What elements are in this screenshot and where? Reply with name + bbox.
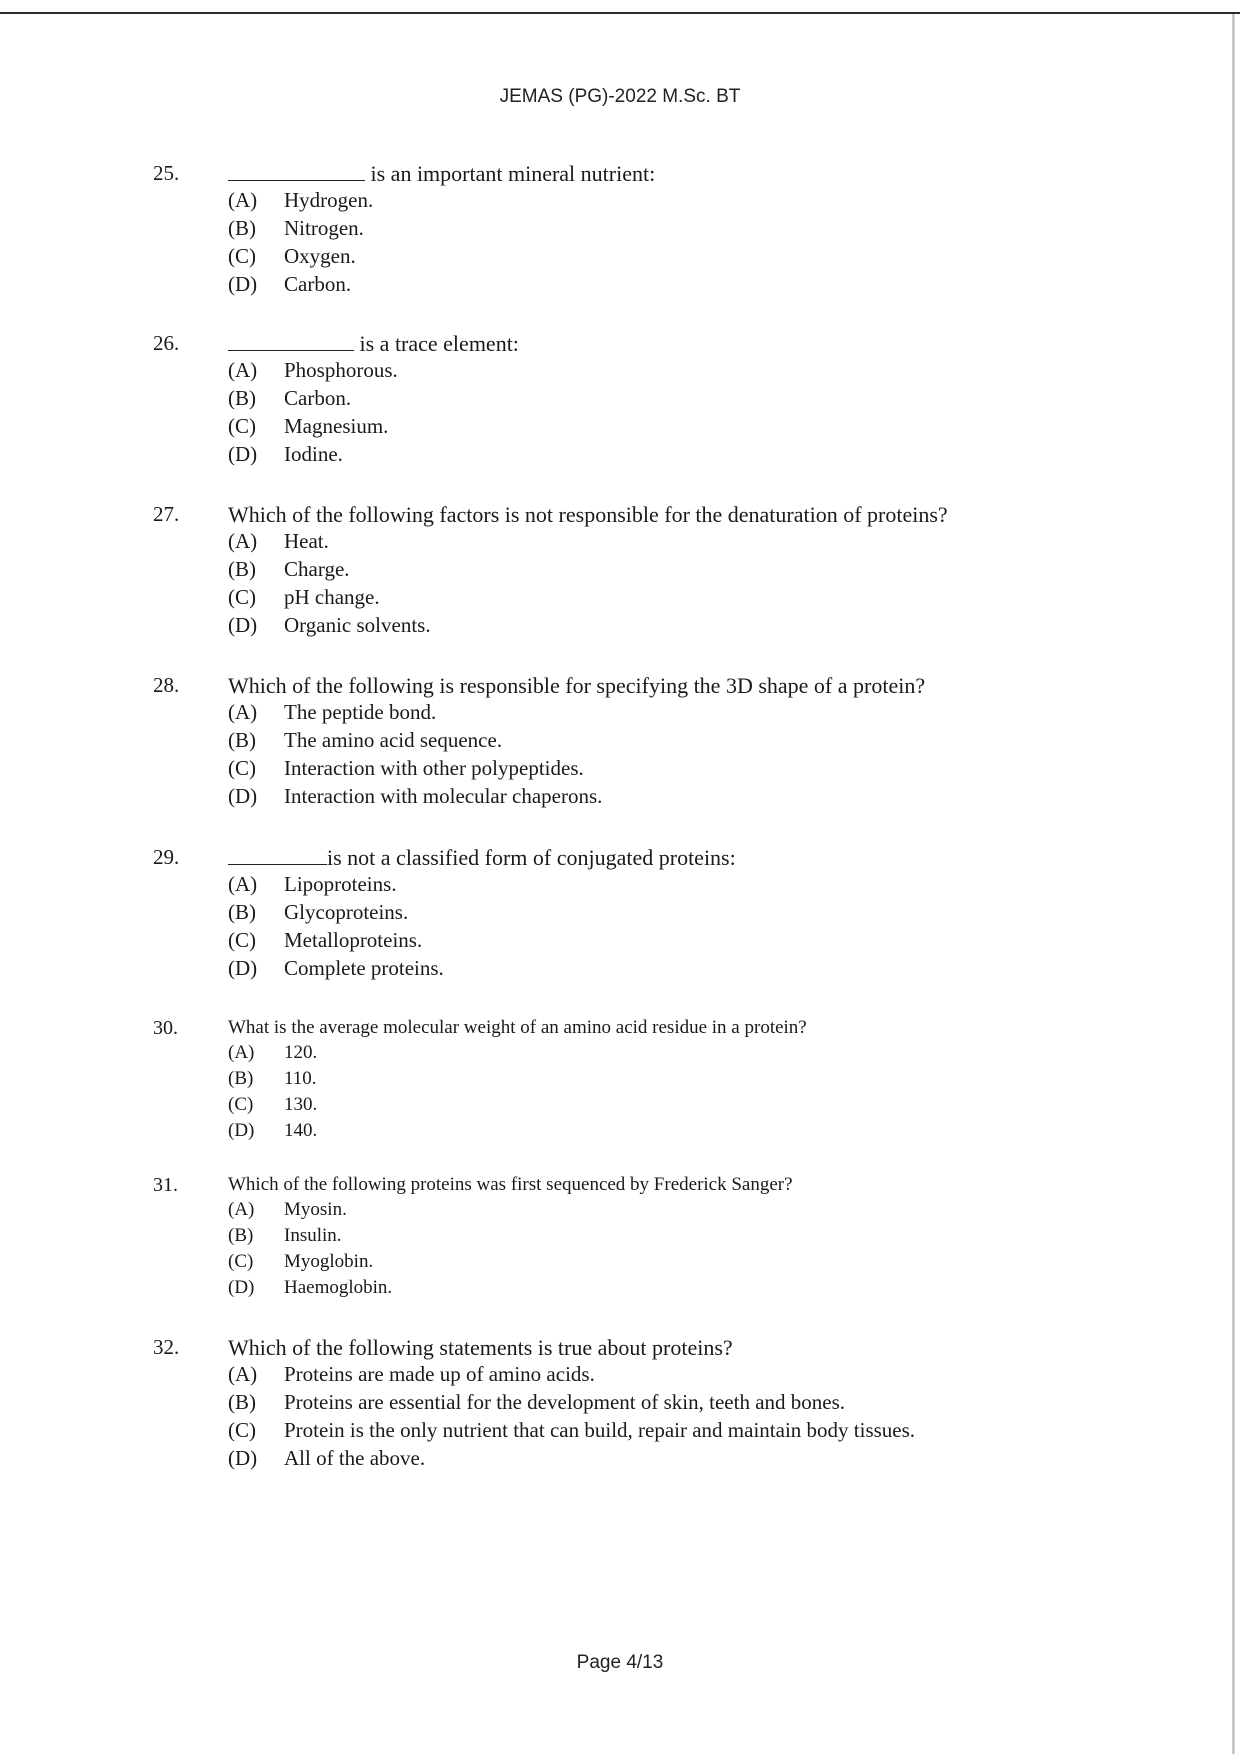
option-text: Myoglobin. xyxy=(284,1251,374,1272)
option-text: Iodine. xyxy=(284,442,343,466)
option-letter: (D) xyxy=(228,1446,258,1470)
scan-edge xyxy=(1232,14,1235,1754)
option-text: pH change. xyxy=(284,585,380,609)
question-number: 27. xyxy=(153,502,180,526)
option-d xyxy=(228,784,602,812)
option-c xyxy=(228,585,431,613)
option-text: Heat. xyxy=(284,529,329,553)
option-text: Hydrogen. xyxy=(284,188,374,212)
option-text: Myosin. xyxy=(284,1199,347,1220)
option-letter: (A) xyxy=(228,188,258,212)
option-b xyxy=(228,900,444,928)
option-letter: (A) xyxy=(228,358,258,382)
option-a xyxy=(228,700,602,728)
option-letter: (D) xyxy=(228,442,258,466)
option-list xyxy=(228,1042,317,1146)
option-letter: (B) xyxy=(228,1390,256,1414)
option-c xyxy=(228,1094,317,1120)
question-number: 28. xyxy=(153,673,180,697)
option-a xyxy=(228,529,431,557)
option-letter: (A) xyxy=(228,700,258,724)
option-letter: (C) xyxy=(228,928,256,952)
option-text: Glycoproteins. xyxy=(284,900,409,924)
question-text: Which of the following is responsible for specifying the 3D shape of a protein? xyxy=(228,673,926,698)
option-text: The amino acid sequence. xyxy=(284,728,503,752)
option-d xyxy=(228,1277,392,1303)
option-letter: (A) xyxy=(228,529,258,553)
option-text: Carbon. xyxy=(284,386,352,410)
option-text: Lipoproteins. xyxy=(284,872,397,896)
option-text: Interaction with molecular chaperons. xyxy=(284,784,603,808)
question-number: 26. xyxy=(153,331,180,355)
answer-blank xyxy=(228,846,327,865)
option-letter: (B) xyxy=(228,1068,254,1089)
option-letter: (A) xyxy=(228,1042,255,1063)
option-c xyxy=(228,414,398,442)
option-text: The peptide bond. xyxy=(284,700,437,724)
option-list xyxy=(228,358,398,470)
question-number: 31. xyxy=(153,1174,178,1196)
option-text: Charge. xyxy=(284,557,350,581)
option-text: 110. xyxy=(284,1068,317,1089)
option-letter: (D) xyxy=(228,784,258,808)
option-d xyxy=(228,956,444,984)
option-text: Phosphorous. xyxy=(284,358,398,382)
option-letter: (B) xyxy=(228,216,256,240)
option-letter: (B) xyxy=(228,386,256,410)
option-d xyxy=(228,272,373,300)
option-letter: (C) xyxy=(228,244,256,268)
question-text: What is the average molecular weight of an amino acid residue in a protein? xyxy=(228,1017,807,1038)
option-letter: (A) xyxy=(228,1199,255,1220)
option-list xyxy=(228,188,373,300)
option-b xyxy=(228,1225,392,1251)
option-a xyxy=(228,188,373,216)
option-d xyxy=(228,1446,915,1474)
question-number: 29. xyxy=(153,845,180,869)
option-text: Interaction with other polypeptides. xyxy=(284,756,584,780)
option-list xyxy=(228,529,431,641)
option-text: Protein is the only nutrient that can build, repair and maintain body tissues. xyxy=(284,1418,916,1442)
option-a xyxy=(228,1199,392,1225)
page-number: Page 4/13 xyxy=(576,1652,664,1673)
question-number: 25. xyxy=(153,161,180,185)
option-b xyxy=(228,386,398,414)
option-text: Oxygen. xyxy=(284,244,356,268)
option-letter: (C) xyxy=(228,1418,256,1442)
option-letter: (C) xyxy=(228,585,256,609)
option-letter: (C) xyxy=(228,414,256,438)
option-text: Complete proteins. xyxy=(284,956,444,980)
option-d xyxy=(228,1120,317,1146)
option-letter: (D) xyxy=(228,272,258,296)
answer-blank xyxy=(228,162,365,181)
option-b xyxy=(228,216,373,244)
option-letter: (B) xyxy=(228,557,256,581)
option-text: 140. xyxy=(284,1120,318,1141)
question-text xyxy=(228,845,736,871)
option-text: 130. xyxy=(284,1094,318,1115)
option-b xyxy=(228,557,431,585)
option-letter: (A) xyxy=(228,1362,258,1386)
option-text: Carbon. xyxy=(284,272,352,296)
option-text: Organic solvents. xyxy=(284,613,431,637)
option-letter: (D) xyxy=(228,613,258,637)
option-letter: (A) xyxy=(228,872,258,896)
option-letter: (C) xyxy=(228,1251,254,1272)
question-text: Which of the following proteins was first sequenced by Frederick Sanger? xyxy=(228,1174,793,1195)
option-letter: (C) xyxy=(228,1094,254,1115)
question-text xyxy=(228,331,519,357)
option-list xyxy=(228,1362,915,1474)
option-text: Metalloproteins. xyxy=(284,928,423,952)
option-text: 120. xyxy=(284,1042,318,1063)
option-c xyxy=(228,1251,392,1277)
option-list xyxy=(228,1199,392,1303)
option-letter: (D) xyxy=(228,956,258,980)
question-text-content: is a trace element: xyxy=(354,331,519,356)
question-number: 30. xyxy=(153,1017,178,1039)
option-letter: (B) xyxy=(228,1225,254,1246)
question-number: 32. xyxy=(153,1335,180,1359)
option-b xyxy=(228,728,602,756)
option-letter: (B) xyxy=(228,900,256,924)
option-c xyxy=(228,1418,915,1446)
top-rule xyxy=(0,12,1240,14)
option-letter: (C) xyxy=(228,756,256,780)
option-a xyxy=(228,872,444,900)
option-c xyxy=(228,928,444,956)
option-text: Insulin. xyxy=(284,1225,342,1246)
option-b xyxy=(228,1068,317,1094)
option-letter: (D) xyxy=(228,1120,255,1141)
option-text: All of the above. xyxy=(284,1446,426,1470)
option-d xyxy=(228,442,398,470)
option-a xyxy=(228,1362,915,1390)
question-text: Which of the following statements is true about proteins? xyxy=(228,1335,733,1360)
option-c xyxy=(228,244,373,272)
option-text: Magnesium. xyxy=(284,414,389,438)
option-a xyxy=(228,1042,317,1068)
page-header: JEMAS (PG)-2022 M.Sc. BT xyxy=(499,86,741,107)
question-text-content: is an important mineral nutrient: xyxy=(365,161,656,186)
option-d xyxy=(228,613,431,641)
question-text-content: is not a classified form of conjugated proteins: xyxy=(327,845,736,870)
option-list xyxy=(228,700,602,812)
option-text: Nitrogen. xyxy=(284,216,364,240)
answer-blank xyxy=(228,332,354,351)
option-a xyxy=(228,358,398,386)
option-letter: (B) xyxy=(228,728,256,752)
question-text xyxy=(228,161,655,187)
option-text: Proteins are essential for the development of skin, teeth and bones. xyxy=(284,1390,846,1414)
option-text: Haemoglobin. xyxy=(284,1277,393,1298)
option-b xyxy=(228,1390,915,1418)
option-text: Proteins are made up of amino acids. xyxy=(284,1362,595,1386)
option-letter: (D) xyxy=(228,1277,255,1298)
option-c xyxy=(228,756,602,784)
question-text: Which of the following factors is not responsible for the denaturation of proteins? xyxy=(228,502,948,527)
option-list xyxy=(228,872,444,984)
